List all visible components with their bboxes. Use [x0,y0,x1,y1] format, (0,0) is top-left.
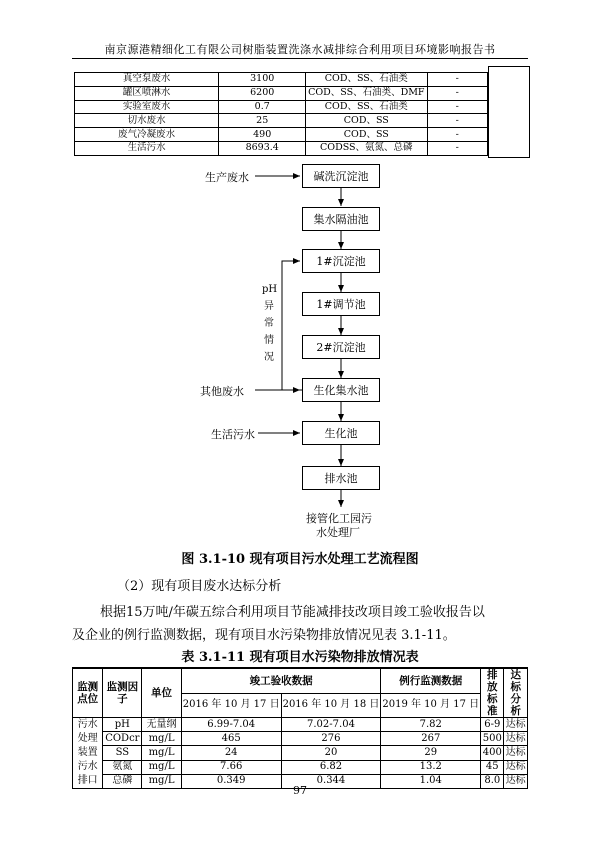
table-cell-d1: 0.349 [181,774,281,788]
header-unit: 单位 [142,668,182,718]
page-number: 97 [293,784,307,797]
table-cell: 切水废水 [75,114,219,128]
table-cell-unit: mg/L [142,760,182,774]
table-cell-factor: 总磷 [103,774,142,788]
table-cell-d1: 7.66 [181,760,281,774]
ph-return-path [282,261,302,390]
flow-box-settling-2: 2#沉淀池 [302,335,380,359]
input-other-wastewater: 其他废水 [200,385,244,398]
table-cell-std: 6-9 [481,718,504,732]
flow-box-bio-collection: 生化集水池 [302,378,380,402]
table-cell-std: 45 [481,760,504,774]
table-cell-d2: 276 [281,732,381,746]
table-cell-result: 达标 [504,718,528,732]
table-caption: 表 3.1-11 现有项目水污染物排放情况表 [181,650,419,665]
table-cell-d2: 20 [281,746,381,760]
table-cell: 罐区喷淋水 [75,86,219,100]
flow-box-alkali-settling: 碱洗沉淀池 [302,164,380,188]
table-cell: - [427,86,487,100]
table-cell: COD、SS、石油类 [306,100,427,114]
table-cell-result: 达标 [504,774,528,788]
table-cell-result: 达标 [504,732,528,746]
table-cell-result: 达标 [504,746,528,760]
table-cell-d3: 13.2 [381,760,481,774]
table-cell: - [427,141,487,155]
header-factor: 监测因子 [103,668,142,718]
table-cell: 490 [219,128,306,142]
header-routine: 例行监测数据 [381,668,481,693]
table-row [73,760,528,774]
table-cell-unit: mg/L [142,732,182,746]
table-cell-factor: pH [103,718,142,732]
table-cell: 实验室废水 [75,100,219,114]
table-cell-factor: SS [103,746,142,760]
output-label-line1: 接管化工园污 [306,512,372,525]
table-cell-result: 达标 [504,760,528,774]
ph-abnormal-note: pH 异 常 情 况 [262,284,278,363]
table-cell: 8693.4 [219,141,306,155]
table-cell-d1: 6.99-7.04 [181,718,281,732]
flow-box-equalization-1: 1#调节池 [302,292,380,316]
table-cell-d1: 24 [181,746,281,760]
section-heading: （2）现有项目废水达标分析 [117,579,282,594]
paragraph-line-2: 及企业的例行监测数据，现有项目水污染物排放情况见表 3.1-11。 [72,628,456,643]
flow-box-bio-tank: 生化池 [302,421,380,445]
table-cell-std: 400 [481,746,504,760]
input-production-wastewater: 生产废水 [205,171,249,184]
date-1: 2016 年 10 月 17 日 [181,693,281,717]
header-standard: 排放标准 [481,668,504,718]
table-cell-d1: 465 [181,732,281,746]
table-cell: CODSS、氨氮、总磷 [306,141,427,155]
table-cell: - [427,128,487,142]
table-cell-unit: mg/L [142,746,182,760]
table-cell: 废气冷凝废水 [75,128,219,142]
flow-box-oil-separation: 集水隔油池 [302,207,380,231]
table-cell-unit: 无量纲 [142,718,182,732]
table-cell: 6200 [219,86,306,100]
table-cell-d2: 7.02-7.04 [281,718,381,732]
table-cell-unit: mg/L [142,774,182,788]
table-cell-d3: 1.04 [381,774,481,788]
table-cell-factor: 氨氮 [103,760,142,774]
table-row [73,746,528,760]
table-cell-std: 8.0 [481,774,504,788]
table-cell: 3100 [219,73,306,87]
input-domestic-sewage: 生活污水 [211,428,255,441]
flow-box-settling-1: 1#沉淀池 [302,249,380,273]
table-cell: 生活污水 [75,141,219,155]
emission-table [72,667,528,789]
table-cell-d2: 6.82 [281,760,381,774]
paragraph-line-1: 根据15万吨/年碳五综合利用项目节能减排技改项目竣工验收报告以 [100,605,485,620]
table-cell: 25 [219,114,306,128]
date-3: 2019 年 10 月 17 日 [381,693,481,717]
figure-caption: 图 3.1-10 现有项目污水处理工艺流程图 [181,552,419,567]
table-cell-d3: 29 [381,746,481,760]
table-cell-d3: 267 [381,732,481,746]
header-point: 监测点位 [73,668,103,718]
table-cell: COD、SS、石油类、DMF [306,86,427,100]
table-cell: COD、SS [306,114,427,128]
table-cell: - [427,114,487,128]
table-row [73,718,528,732]
table-cell-std: 500 [481,732,504,746]
table-cell: 真空泵废水 [75,73,219,87]
output-label-line2: 水处理厂 [316,526,360,539]
table-cell: - [427,73,487,87]
header-compliance: 达标分析 [504,668,528,718]
table-cell: COD、SS、石油类 [306,73,427,87]
page-header: 南京源港精细化工有限公司树脂装置洗涤水减排综合利用项目环境影响报告书 [104,43,496,56]
header-acceptance: 竣工验收数据 [181,668,381,693]
date-2: 2016 年 10 月 18 日 [281,693,381,717]
table-cell: 0.7 [219,100,306,114]
flow-box-discharge: 排水池 [302,466,380,490]
table-cell-d3: 7.82 [381,718,481,732]
table-cell-d2: 0.344 [281,774,381,788]
table-cell: - [427,100,487,114]
table-row [73,732,528,746]
table-cell: COD、SS [306,128,427,142]
location-cell: 污水处理装置污水排口 [73,718,103,789]
table-cell-factor: CODcr [103,732,142,746]
